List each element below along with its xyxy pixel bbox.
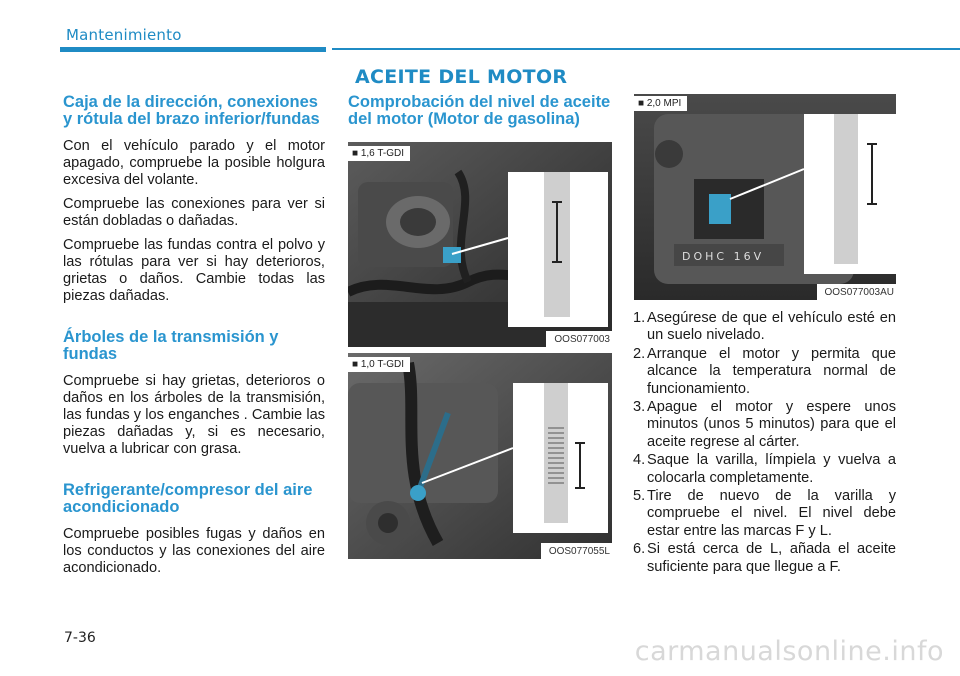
list-item: 3. Apague el motor y espere unos minutos (unos 5 minutos) para que el aceite regrese al cárter. [633,399,896,450]
header-divider [60,47,326,52]
list-item: 5. Tire de nuevo de la varilla y compruebe el nivel. El nivel debe estar entre las marcas F y L. [633,488,896,539]
figure-tag: ■ 1,0 T-GDI [348,357,410,372]
list-item: 1. Asegúrese de que el vehículo esté en un suelo nivelado. [633,310,896,344]
list-item: 4. Saque la varilla, límpiela y vuelva a colocarla completamente. [633,452,896,486]
list-item: 6. Si está cerca de L, añada el aceite suficiente para que llegue a F. [633,541,896,575]
section-title: ACEITE DEL MOTOR [355,66,568,88]
engine-cover-illustration [634,94,896,300]
paragraph: Compruebe las conexiones para ver si están dobladas o dañadas. [63,196,325,229]
engine-bay-illustration [348,353,612,559]
figure-caption: OOS077003AU [817,284,897,300]
watermark: carmanualsonline.info [634,636,944,667]
paragraph: Compruebe las fundas contra el polvo y las rótulas para ver si hay deterioros, grietas o daños. Cambie todas las piezas dañadas. [63,237,325,304]
engine-label: DOHC 16V [682,250,765,263]
engine-figure-1-0-tgdi [348,353,612,559]
header-rule [332,48,960,50]
heading-oil-level-check: Comprobación del nivel de aceite del motor (Motor de gasolina) [348,93,611,128]
right-column [634,94,896,577]
heading-ac-compressor: Refrigerante/compresor del aire acondicionado [63,481,313,516]
figure-tag: ■ 2,0 MPI [634,96,687,111]
heading-driveshafts: Árboles de la transmisión y fundas [63,328,279,363]
paragraph: Compruebe posibles fugas y daños en los conductos y las conexiones del aire acondicionado. [63,526,325,576]
list-item: 2. Arranque el motor y permita que alcance la temperatura normal de funcionamiento. [633,345,896,397]
heading-steering: Caja de la dirección, conexiones y rótula del brazo inferior/fundas [63,93,320,128]
figure-tag: ■ 1,6 T-GDI [348,146,410,161]
paragraph: Con el vehículo parado y el motor apagado, compruebe la posible holgura excesiva del volante. [63,138,325,188]
procedure-steps [634,310,896,576]
paragraph: Compruebe si hay grietas, deterioros o daños en los árboles de la transmisión, las fundas y los enganches . Cambie las piezas dañadas y, si es necesario, vuelva a lubricar con grasa. [63,373,325,457]
engine-bay-illustration [348,142,612,347]
figure-caption: OOS077055L [541,543,612,559]
page-number: 7-36 [64,630,96,646]
engine-figure-1-6-tgdi [348,142,612,347]
engine-figure-2-0-mpi [634,94,896,300]
left-column [63,94,325,584]
figure-caption: OOS077003 [546,331,612,347]
middle-column [348,94,612,559]
header-title: Mantenimiento [66,26,182,44]
